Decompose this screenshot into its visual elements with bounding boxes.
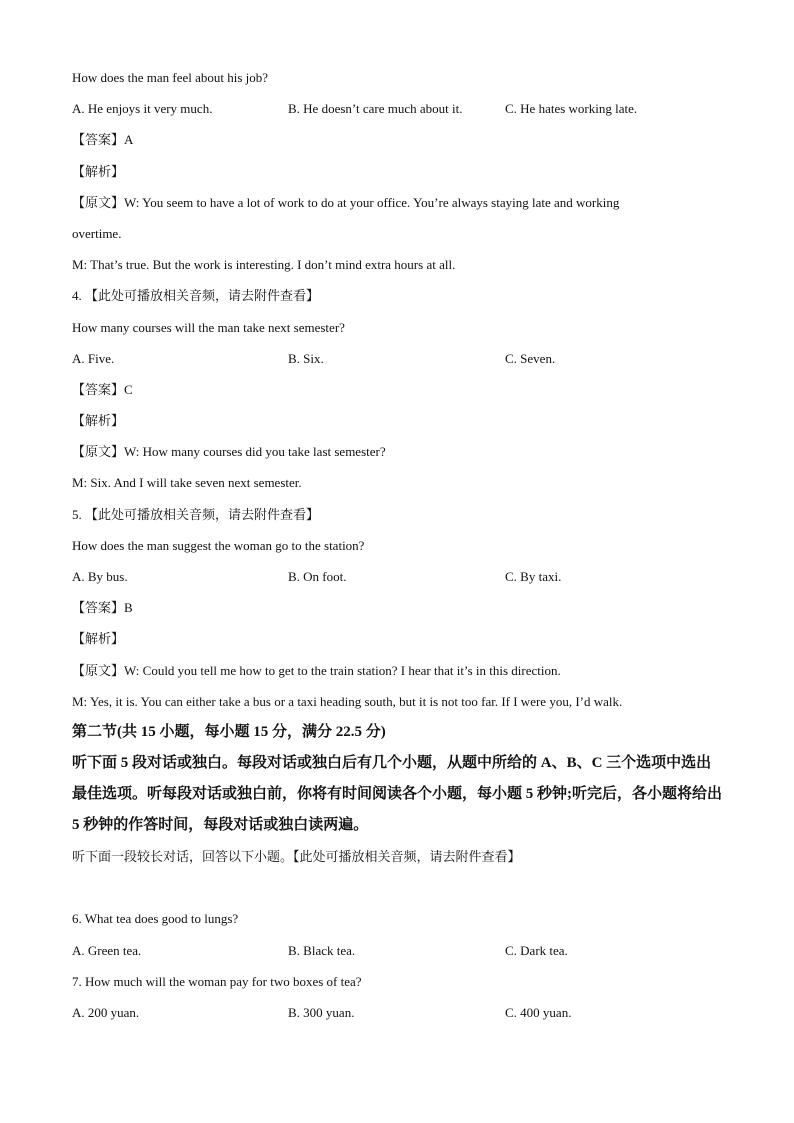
q4-transcript-w: 【原文】W: How many courses did you take last semester? [72, 444, 386, 460]
q3-analysis: 【解析】 [72, 163, 125, 179]
q5-option-a: A. By bus. [72, 569, 128, 584]
q5-options [72, 561, 722, 592]
q4-option-c: C. Seven. [505, 350, 556, 366]
q3-transcript-m: M: That’s true. But the work is interesting. I don’t mind extra hours at all. [72, 257, 456, 273]
q4-question: How many courses will the man take next semester? [72, 319, 345, 335]
q4-answer: 【答案】C [72, 381, 133, 397]
spacer [72, 872, 722, 903]
q6-options [72, 935, 722, 966]
q6-option-a: A. Green tea. [72, 942, 142, 958]
q3-option-b: B. He doesn’t care much about it. [288, 101, 463, 117]
section2-title: 第二节(共 15 小题，每小题 15 分，满分 22.5 分) [72, 723, 386, 740]
q3-option-c: C. He hates working late. [505, 101, 638, 117]
q4-analysis: 【解析】 [72, 413, 125, 429]
q3-option-a: A. He enjoys it very much. [72, 101, 213, 117]
q4-option-a: A. Five. [72, 350, 115, 366]
q4-transcript-m: M: Six. And I will take seven next semester. [72, 475, 302, 491]
q7-question: 7. How much will the woman pay for two boxes of tea? [72, 973, 362, 989]
q4-option-b: B. Six. [288, 350, 324, 366]
q5-option-c: C. By taxi. [505, 569, 562, 584]
q5-answer: 【答案】B [72, 600, 133, 616]
q7-options [72, 997, 722, 1028]
q5-question: How does the man suggest the woman go to the station? [72, 537, 365, 553]
q7-option-a: A. 200 yuan. [72, 1004, 140, 1020]
q3-answer: 【答案】A [72, 132, 134, 148]
q7-option-b: B. 300 yuan. [288, 1004, 355, 1020]
q6-question: 6. What tea does good to lungs? [72, 911, 239, 927]
q4-options [72, 343, 722, 374]
q5-analysis: 【解析】 [72, 631, 125, 647]
q4-header: 4. 【此处可播放相关音频，请去附件查看】 [72, 288, 320, 304]
q5-option-b: B. On foot. [288, 569, 347, 584]
q5-transcript-w: 【原文】W: Could you tell me how to get to the train station? I hear that it’s in this direction. [72, 662, 561, 678]
q6-option-b: B. Black tea. [288, 942, 356, 958]
q5-transcript-m: M: Yes, it is. You can either take a bus or a taxi heading south, but it is not too far. If I were you, I’d walk. [72, 693, 623, 709]
q6-option-c: C. Dark tea. [505, 942, 568, 958]
q3-transcript-w-cont: overtime. [72, 225, 122, 241]
q3-transcript-w: 【原文】W: You seem to have a lot of work to do at your office. You’re always staying late and working [72, 194, 620, 210]
q3-question: How does the man feel about his job? [72, 70, 269, 85]
q3-options [72, 93, 722, 124]
section2-instructions: 听下面 5 段对话或独白。每段对话或独白后有几个小题，从题中所给的 A、B、C 三个选项中选出最佳选项。听每段对话或独白前，你将有时间阅读各个小题，每小题 5 秒钟;听完后，各小题将给出 5 秒钟的作答时间，每段对话或独白读两遍。 [72, 754, 722, 833]
exam-page [72, 62, 722, 1028]
q5-header: 5. 【此处可播放相关音频，请去附件查看】 [72, 506, 320, 522]
section2-prompt: 听下面一段较长对话，回答以下小题。【此处可播放相关音频，请去附件查看】 [72, 848, 521, 864]
q7-option-c: C. 400 yuan. [505, 1004, 572, 1020]
